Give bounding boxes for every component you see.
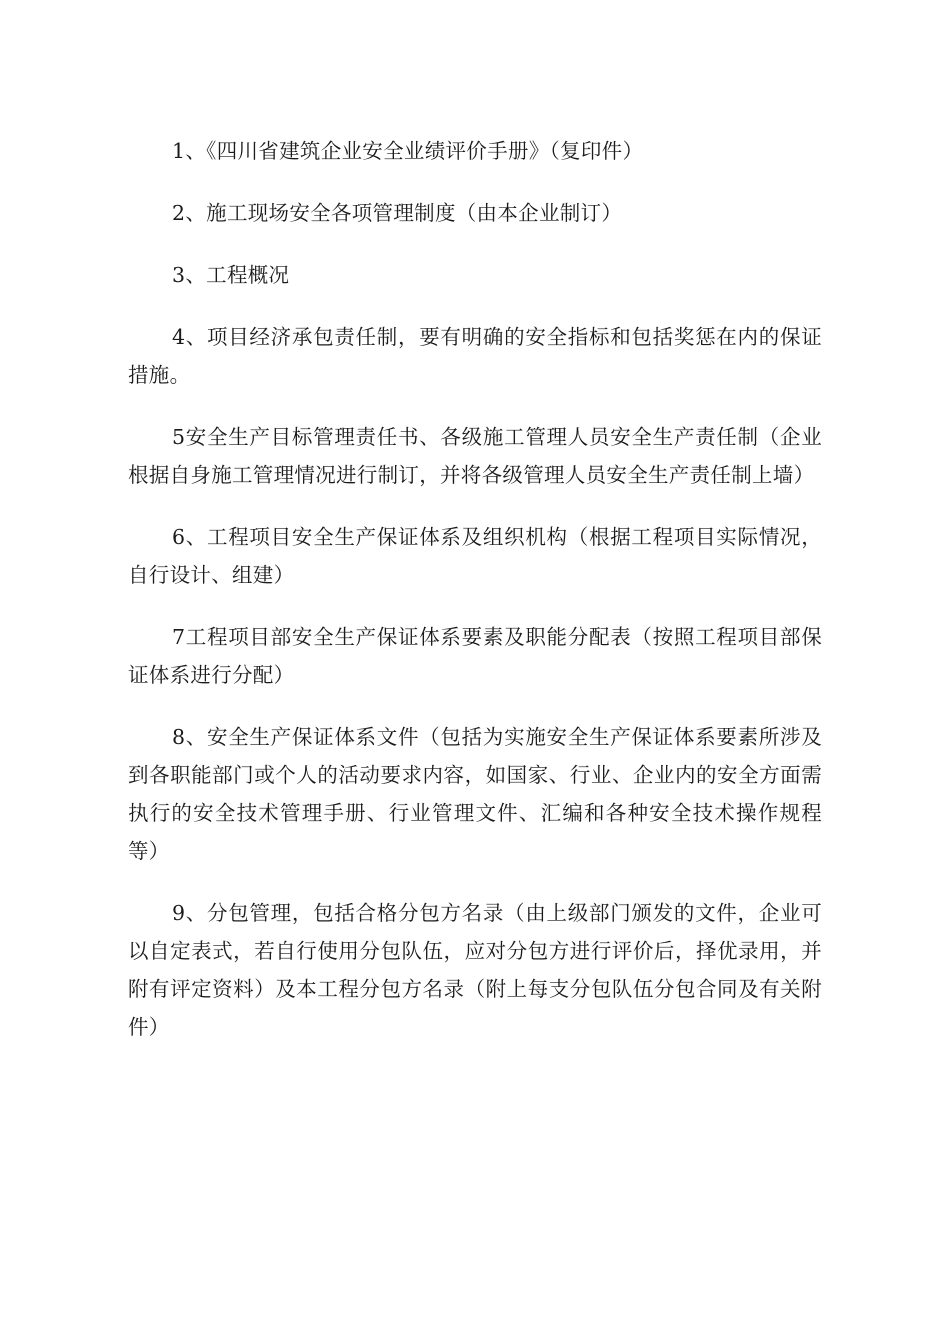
paragraph-1: 1、《四川省建筑企业安全业绩评价手册》（复印件） [172, 139, 644, 163]
document-body [128, 132, 822, 1070]
paragraph-9: 9、分包管理，包括合格分包方名录（由上级部门颁发的文件，企业可以自定表式，若自行使用分包队伍，应对分包方进行评价后，择优录用，并附有评定资料）及本工程分包方名录（附上每支分包队伍分包合同及有关附件） [128, 901, 822, 1039]
paragraph-8: 8、安全生产保证体系文件（包括为实施安全生产保证体系要素所涉及到各职能部门或个人的活动要求内容，如国家、行业、企业内的安全方面需执行的安全技术管理手册、行业管理文件、汇编和各种安全技术操作规程等） [128, 725, 822, 863]
paragraph-7: 7工程项目部安全生产保证体系要素及职能分配表（按照工程项目部保证体系进行分配） [128, 625, 822, 687]
paragraph-4: 4、项目经济承包责任制，要有明确的安全指标和包括奖惩在内的保证措施。 [128, 325, 822, 387]
paragraph-2: 2、施工现场安全各项管理制度（由本企业制订） [172, 201, 623, 225]
paragraph-5: 5安全生产目标管理责任书、各级施工管理人员安全生产责任制（企业根据自身施工管理情况进行制订，并将各级管理人员安全生产责任制上墙） [128, 425, 822, 487]
paragraph-3: 3、工程概况 [172, 263, 290, 287]
paragraph-6: 6、工程项目安全生产保证体系及组织机构（根据工程项目实际情况，自行设计、组建） [128, 525, 822, 587]
